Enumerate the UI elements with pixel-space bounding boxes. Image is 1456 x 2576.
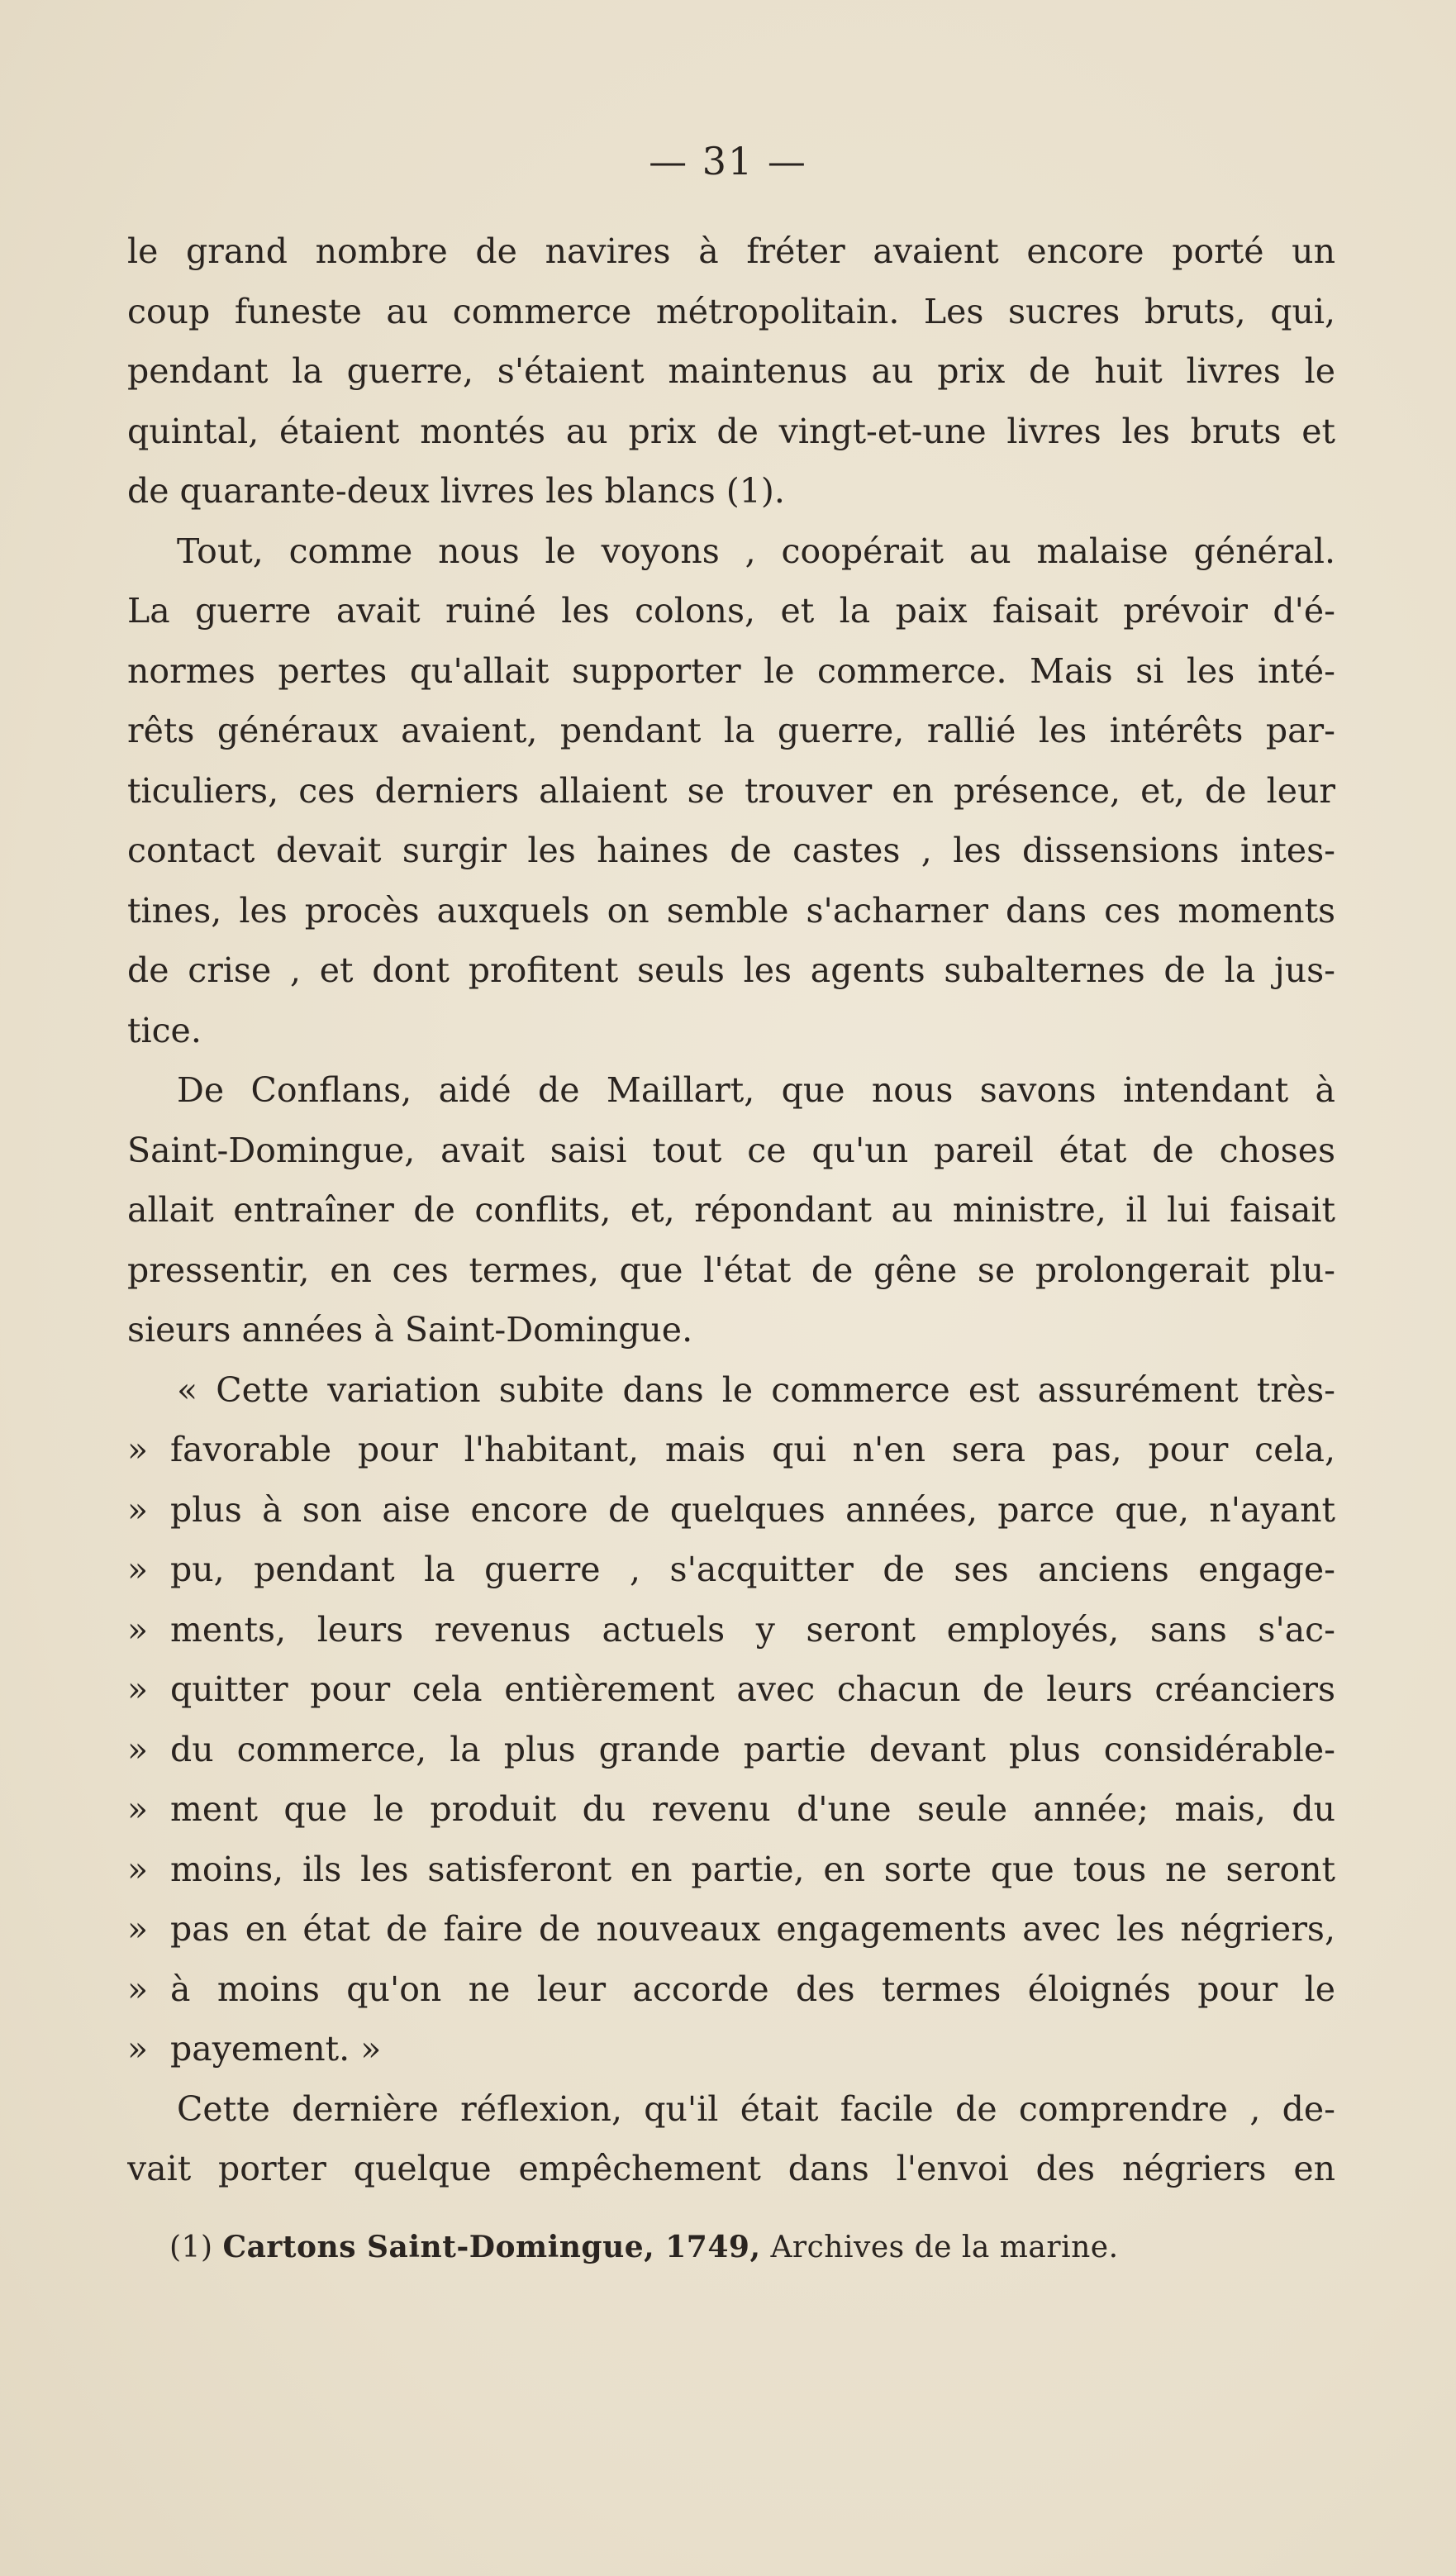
line-text: sieurs années à Saint-Domingue. bbox=[127, 1310, 693, 1350]
quote-mark: » bbox=[127, 1489, 149, 1530]
line-text: La guerre avait ruiné les colons, et la paix faisait prévoir d'é- bbox=[127, 591, 1335, 631]
line-text: plus à son aise encore de quelques années, parce que, n'ayant bbox=[170, 1489, 1335, 1530]
quote-mark: » bbox=[127, 1609, 149, 1650]
footnote-marker: (1) bbox=[169, 2231, 213, 2264]
line-text: ments, leurs revenus actuels y seront employés, sans s'ac- bbox=[170, 1609, 1335, 1650]
text-line bbox=[127, 461, 1335, 521]
line-text: quitter pour cela entièrement avec chacun de leurs créanciers bbox=[170, 1669, 1335, 1709]
line-text: payement. » bbox=[170, 2029, 382, 2069]
text-line bbox=[127, 701, 1335, 761]
line-text: normes pertes qu'allait supporter le commerce. Mais si les inté- bbox=[127, 650, 1335, 691]
quote-mark: » bbox=[127, 1849, 149, 1889]
text-line bbox=[127, 521, 1335, 582]
text-line bbox=[127, 2079, 1335, 2140]
line-text: pendant la guerre, s'étaient maintenus au prix de huit livres le bbox=[127, 351, 1335, 391]
line-text: Cette dernière réflexion, qu'il était facile de comprendre , de- bbox=[177, 2088, 1335, 2129]
line-text: pas en état de faire de nouveaux engagements avec les négriers, bbox=[170, 1909, 1335, 1949]
quote-mark: » bbox=[127, 1550, 149, 1589]
quote-mark: » bbox=[127, 1789, 149, 1829]
line-text: vait porter quelque empêchement dans l'envoi des négriers en bbox=[127, 2149, 1335, 2188]
line-text: ment que le produit du revenu d'une seule année; mais, du bbox=[170, 1789, 1335, 1829]
line-text: de crise , et dont profitent seuls les agents subalternes de la jus- bbox=[127, 950, 1335, 990]
line-text: « Cette variation subite dans le commerce est assurément très- bbox=[177, 1369, 1335, 1410]
footnote-archive: Archives de la marine. bbox=[770, 2231, 1119, 2264]
line-text: pressentir, en ces termes, que l'état de gêne se prolongerait plu- bbox=[127, 1250, 1335, 1290]
body-text bbox=[127, 221, 1335, 2199]
text-line bbox=[127, 641, 1335, 702]
text-line bbox=[127, 1121, 1335, 1181]
text-line bbox=[127, 1899, 1335, 1959]
line-text: à moins qu'on ne leur accorde des termes éloignés pour le bbox=[170, 1969, 1335, 2009]
quote-mark: » bbox=[127, 1430, 149, 1469]
line-text: rêts généraux avaient, pendant la guerre, rallié les intérêts par- bbox=[127, 711, 1335, 750]
footnote bbox=[169, 2230, 1119, 2264]
text-line bbox=[127, 1600, 1335, 1660]
line-text: le grand nombre de navires à fréter avaient encore porté un bbox=[127, 231, 1335, 271]
text-line bbox=[127, 1480, 1335, 1540]
text-line bbox=[127, 2019, 1335, 2079]
line-text: pu, pendant la guerre , s'acquitter de ses anciens engage- bbox=[170, 1550, 1335, 1589]
text-line bbox=[127, 881, 1335, 941]
line-text: moins, ils les satisferont en partie, en sorte que tous ne seront bbox=[170, 1849, 1335, 1889]
text-line bbox=[127, 1540, 1335, 1600]
quote-mark: » bbox=[127, 2029, 149, 2069]
text-line bbox=[127, 581, 1335, 641]
line-text: contact devait surgir les haines de castes , les dissensions intes- bbox=[127, 831, 1335, 870]
line-text: ticuliers, ces derniers allaient se trouver en présence, et, de leur bbox=[127, 770, 1335, 811]
text-line bbox=[127, 1420, 1335, 1480]
text-line bbox=[127, 1720, 1335, 1780]
text-line bbox=[127, 1360, 1335, 1421]
text-line bbox=[127, 1001, 1335, 1061]
text-line bbox=[127, 761, 1335, 821]
text-line bbox=[127, 1840, 1335, 1900]
footnote-source: Cartons Saint-Domingue, 1749, bbox=[222, 2230, 761, 2264]
text-line bbox=[127, 1300, 1335, 1360]
text-line bbox=[127, 402, 1335, 462]
line-text: du commerce, la plus grande partie devant plus considérable- bbox=[170, 1729, 1335, 1769]
text-line bbox=[127, 1779, 1335, 1840]
text-line bbox=[127, 940, 1335, 1001]
line-text: Saint-Domingue, avait saisi tout ce qu'un pareil état de choses bbox=[127, 1130, 1335, 1170]
line-text: De Conflans, aidé de Maillart, que nous savons intendant à bbox=[177, 1070, 1335, 1110]
line-text: tice. bbox=[127, 1010, 202, 1050]
page-number: — 31 — bbox=[649, 139, 807, 183]
text-line bbox=[127, 1959, 1335, 2020]
text-line bbox=[127, 1659, 1335, 1720]
text-line bbox=[127, 2139, 1335, 2199]
text-line bbox=[127, 221, 1335, 282]
text-line bbox=[127, 1240, 1335, 1301]
line-text: de quarante-deux livres les blancs (1). bbox=[127, 471, 785, 511]
line-text: allait entraîner de conflits, et, répondant au ministre, il lui faisait bbox=[127, 1190, 1335, 1230]
line-text: tines, les procès auxquels on semble s'acharner dans ces moments bbox=[127, 890, 1335, 931]
quote-mark: » bbox=[127, 1969, 149, 2009]
text-line bbox=[127, 282, 1335, 342]
line-text: coup funeste au commerce métropolitain. Les sucres bruts, qui, bbox=[127, 291, 1335, 331]
line-text: Tout, comme nous le voyons , coopérait au malaise général. bbox=[177, 531, 1335, 571]
text-line bbox=[127, 341, 1335, 402]
quote-mark: » bbox=[127, 1909, 149, 1949]
line-text: quintal, étaient montés au prix de vingt-et-une livres les bruts et bbox=[127, 411, 1335, 451]
line-text: favorable pour l'habitant, mais qui n'en sera pas, pour cela, bbox=[170, 1430, 1335, 1469]
text-line bbox=[127, 1060, 1335, 1121]
quote-mark: » bbox=[127, 1669, 149, 1709]
text-line bbox=[127, 1180, 1335, 1240]
text-line bbox=[127, 821, 1335, 881]
quote-mark: » bbox=[127, 1729, 149, 1769]
